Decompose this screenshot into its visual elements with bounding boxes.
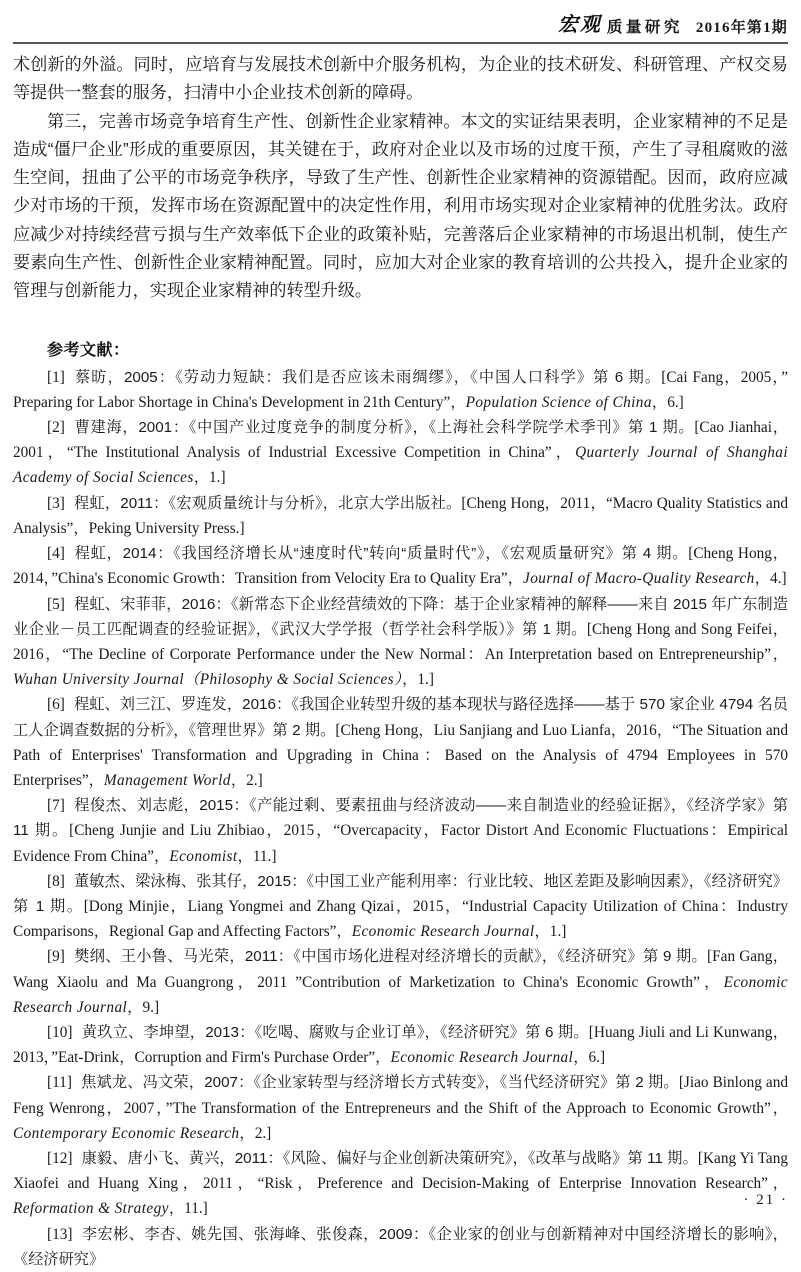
reference-chinese: 曹建海，2001：《中国产业过度竞争的制度分析》，《上海社会科学院学术季刊》第 1 期。 [73,419,695,437]
reference-english-pre: [Dong Minjie，Liang Yongmei and Zhang Qizai，2015，“Industrial Capacity Utilization of China：Industry Comparisons，Regional Gap and Affecting Factors”， [13,897,788,941]
reference-entry [13,793,788,869]
reference-number: [11] [47,1074,72,1092]
reference-journal-italic: Reformation & Strategy [13,1200,169,1218]
reference-entry [13,1070,788,1146]
reference-english-pre: [Cheng Hong and Song Feifei，2016，“The Decline of Corporate Performance under the New Normal：An Interpretation based on Entrepreneurship”， [13,620,788,663]
reference-chinese: 程虹，2011：《宏观质量统计与分析》，北京大学出版社。 [73,494,462,512]
paragraph: 第三，完善市场竞争培育生产性、创新性企业家精神。本文的实证结果表明，企业家精神的不足是造成“僵尸企业”形成的重要原因，其关键在于，政府对企业以及市场的过度干预，产生了寻租腐败的滋生空间，扭曲了公平的市场竞争秩序，导致了生产性、创新性企业家精神的资源错配。因而，政府应减少对市场的干预，发挥市场在资源配置中的决定性作用，利用市场实现对企业家精神的优胜劣汰。政府应减少对持续经营亏损与生产效率低下企业的政策补贴，完善落后企业家精神的市场退出机制，使生产要素向生产性、创新性企业家精神配置。同时，应加大对企业家的教育培训的公共投入，提升企业家的管理与创新能力，实现企业家精神的转型升级。 [13,111,788,301]
reference-english-post: ，2.] [239,1124,272,1142]
reference-entry [13,869,788,945]
reference-journal-italic: Quarterly Journal of Shanghai Academy of Social Sciences [13,444,788,487]
reference-number: [7] [47,797,65,815]
reference-chinese: 焦斌龙、冯文荣，2007：《企业家转型与经济增长方式转变》，《当代经济研究》第 2 期。 [80,1074,679,1092]
reference-english-pre: [Cheng Junjie and Liu Zhibiao，2015，“Overcapacity，Factor Distort And Economic Fluctuations：Empirical Evidence From China”， [13,822,788,865]
reference-journal-italic: Economic Research Journal [351,923,535,941]
reference-chinese: 康毅、唐小飞、黄兴，2011：《风险、偏好与企业创新决策研究》，《改革与战略》第 11 期。 [81,1149,698,1167]
reference-journal-italic: Journal of Macro-Quality Research [523,570,755,588]
reference-chinese: 程虹，2014：《我国经济增长从“速度时代”转向“质量时代”》，《宏观质量研究》第 4 期。 [73,545,689,563]
reference-english-pre: [Cheng Hong，2014，”China's Economic Growth：Transition from Velocity Era to Quality Era”， [13,545,788,588]
reference-chinese: 蔡昉，2005：《劳动力短缺：我们是否应该未雨绸缪》，《中国人口科学》第 6 期。 [73,368,662,386]
reference-english-pre: [Cai Fang，2005，”Preparing for Labor Shortage in China's Development in 21th Century”， [13,368,788,411]
issue-info: 2016年第1期 [695,20,788,36]
reference-english-post: ，2.] [230,771,263,789]
reference-chinese: 樊纲、王小鲁、马光荣，2011：《中国市场化进程对经济增长的贡献》，《经济研究》第 9 期。 [73,948,708,966]
reference-journal-italic: Population Science of China [465,393,652,411]
journal-title: 质量研究 [606,19,683,36]
header-divider [13,42,788,44]
reference-entry [13,944,788,1020]
reference-english-pre: [Fan Gang，Wang Xiaolu and Ma Guangrong，2011 ”Contribution of Marketization to China's Economic Growth”， [13,948,788,991]
reference-number: [10] [47,1023,73,1041]
reference-english-post: ，6.] [651,393,684,411]
reference-entry [13,1020,788,1070]
reference-english-post: ，1.] [534,923,567,941]
reference-chinese: 董敏杰、梁泳梅、张其仔，2015：《中国工业产能利用率：行业比较、地区差距及影响因素》，《经济研究》第 1 期。 [13,872,788,915]
reference-number: [4] [47,545,65,563]
reference-chinese: 黄玖立、李坤望，2013：《吃喝、腐败与企业订单》，《经济研究》第 6 期。 [81,1023,589,1041]
reference-number: [9] [47,948,65,966]
reference-entry [13,365,788,415]
reference-entry [13,541,788,591]
reference-entry [13,491,788,541]
reference-number: [6] [47,696,65,714]
reference-number: [3] [47,494,65,512]
running-head [13,0,788,40]
reference-number: [5] [47,595,65,613]
journal-logo-text: 宏观 [557,14,602,36]
reference-english-post: ，1.] [402,671,434,689]
reference-english-post: ，11.] [168,1200,208,1218]
reference-entry [13,692,788,793]
body-text [13,51,788,306]
reference-english-pre: [Cao Jianhai，2001，“The Institutional Analysis of Industrial Excessive Competition in China”， [13,419,789,462]
reference-english-pre: [Jiao Binlong and Feng Wenrong，2007，”The Transformation of the Entrepreneurs and the Shift of the Approach to Economic Growth”， [13,1074,788,1117]
reference-journal-italic: Economic Research Journal [390,1049,574,1067]
reference-english-post: ，6.] [573,1049,606,1067]
paragraph: 术创新的外溢。同时，应培育与发展技术创新中介服务机构，为企业的技术研发、科研管理、产权交易等提供一整套的服务，扫清中小企业技术创新的障碍。 [13,55,788,103]
references-list [13,365,788,1272]
reference-chinese: 程虹、宋菲菲，2016：《新常态下企业经营绩效的下降：基于企业家精神的解释——来自 2015 年广东制造业企业－员工匹配调查的经验证据》，《武汉大学学报（哲学社会科学版）》第 1 期。 [13,595,788,638]
reference-entry [13,1222,788,1272]
reference-english-pre: [Kang Yi Tang Xiaofei and Huang Xing，2011，“Risk，Preference and Decision-Making of Enterprise Innovation Research”， [13,1149,789,1193]
reference-journal-italic: Management World [103,771,231,789]
reference-journal-italic: Contemporary Economic Research [13,1124,240,1142]
reference-number: [13] [47,1225,73,1243]
reference-journal-italic: Economic Research Journal [13,973,788,1016]
reference-english-pre: [Cheng Hong，Liu Sanjiang and Luo Lianfa，2016，“The Situation and Path of Enterprises' Transformation and Upgrading in China：Based on the Analysis of 4794 Employees in 570 Enterprises”， [13,721,788,789]
reference-english-post: ，1.] [193,469,226,487]
reference-journal-italic: Economist [169,847,238,865]
reference-number: [12] [47,1149,73,1167]
references-heading: 参考文献： [47,341,130,359]
reference-number: [2] [47,419,65,437]
reference-chinese: 程虹、刘三江、罗连发，2016：《我国企业转型升级的基本现状与路径选择——基于 570 家企业 4794 名员工人企调查数据的分析》，《管理世界》第 2 期。 [13,696,788,739]
reference-journal-italic: Wuhan University Journal（Philosophy & Social Sciences） [13,671,403,689]
reference-english-post: ，4.] [754,570,787,588]
reference-entry [13,592,788,693]
reference-english-post: ，11.] [237,847,277,865]
reference-english-post: ，9.] [127,998,160,1016]
reference-chinese: 李宏彬、李杏、姚先国、张海峰、张俊森，2009：《企业家的创业与创新精神对中国经济增长的影响》，《经济研究》 [13,1225,788,1268]
reference-number: [1] [47,368,65,386]
reference-entry [13,415,788,491]
reference-english-pre: [Huang Jiuli and Li Kunwang，2013，”Eat-Drink，Corruption and Firm's Purchase Order”， [13,1023,789,1067]
reference-number: [8] [47,872,65,890]
reference-english-pre: [Cheng Hong，2011，“Macro Quality Statistics and Analysis”，Peking University Press.] [13,494,788,537]
reference-chinese: 程俊杰、刘志彪，2015：《产能过剩、要素扭曲与经济波动——来自制造业的经验证据》，《经济学家》第 11 期。 [13,797,788,840]
reference-entry [13,1146,788,1222]
page-number: · 21 · [743,1192,788,1208]
